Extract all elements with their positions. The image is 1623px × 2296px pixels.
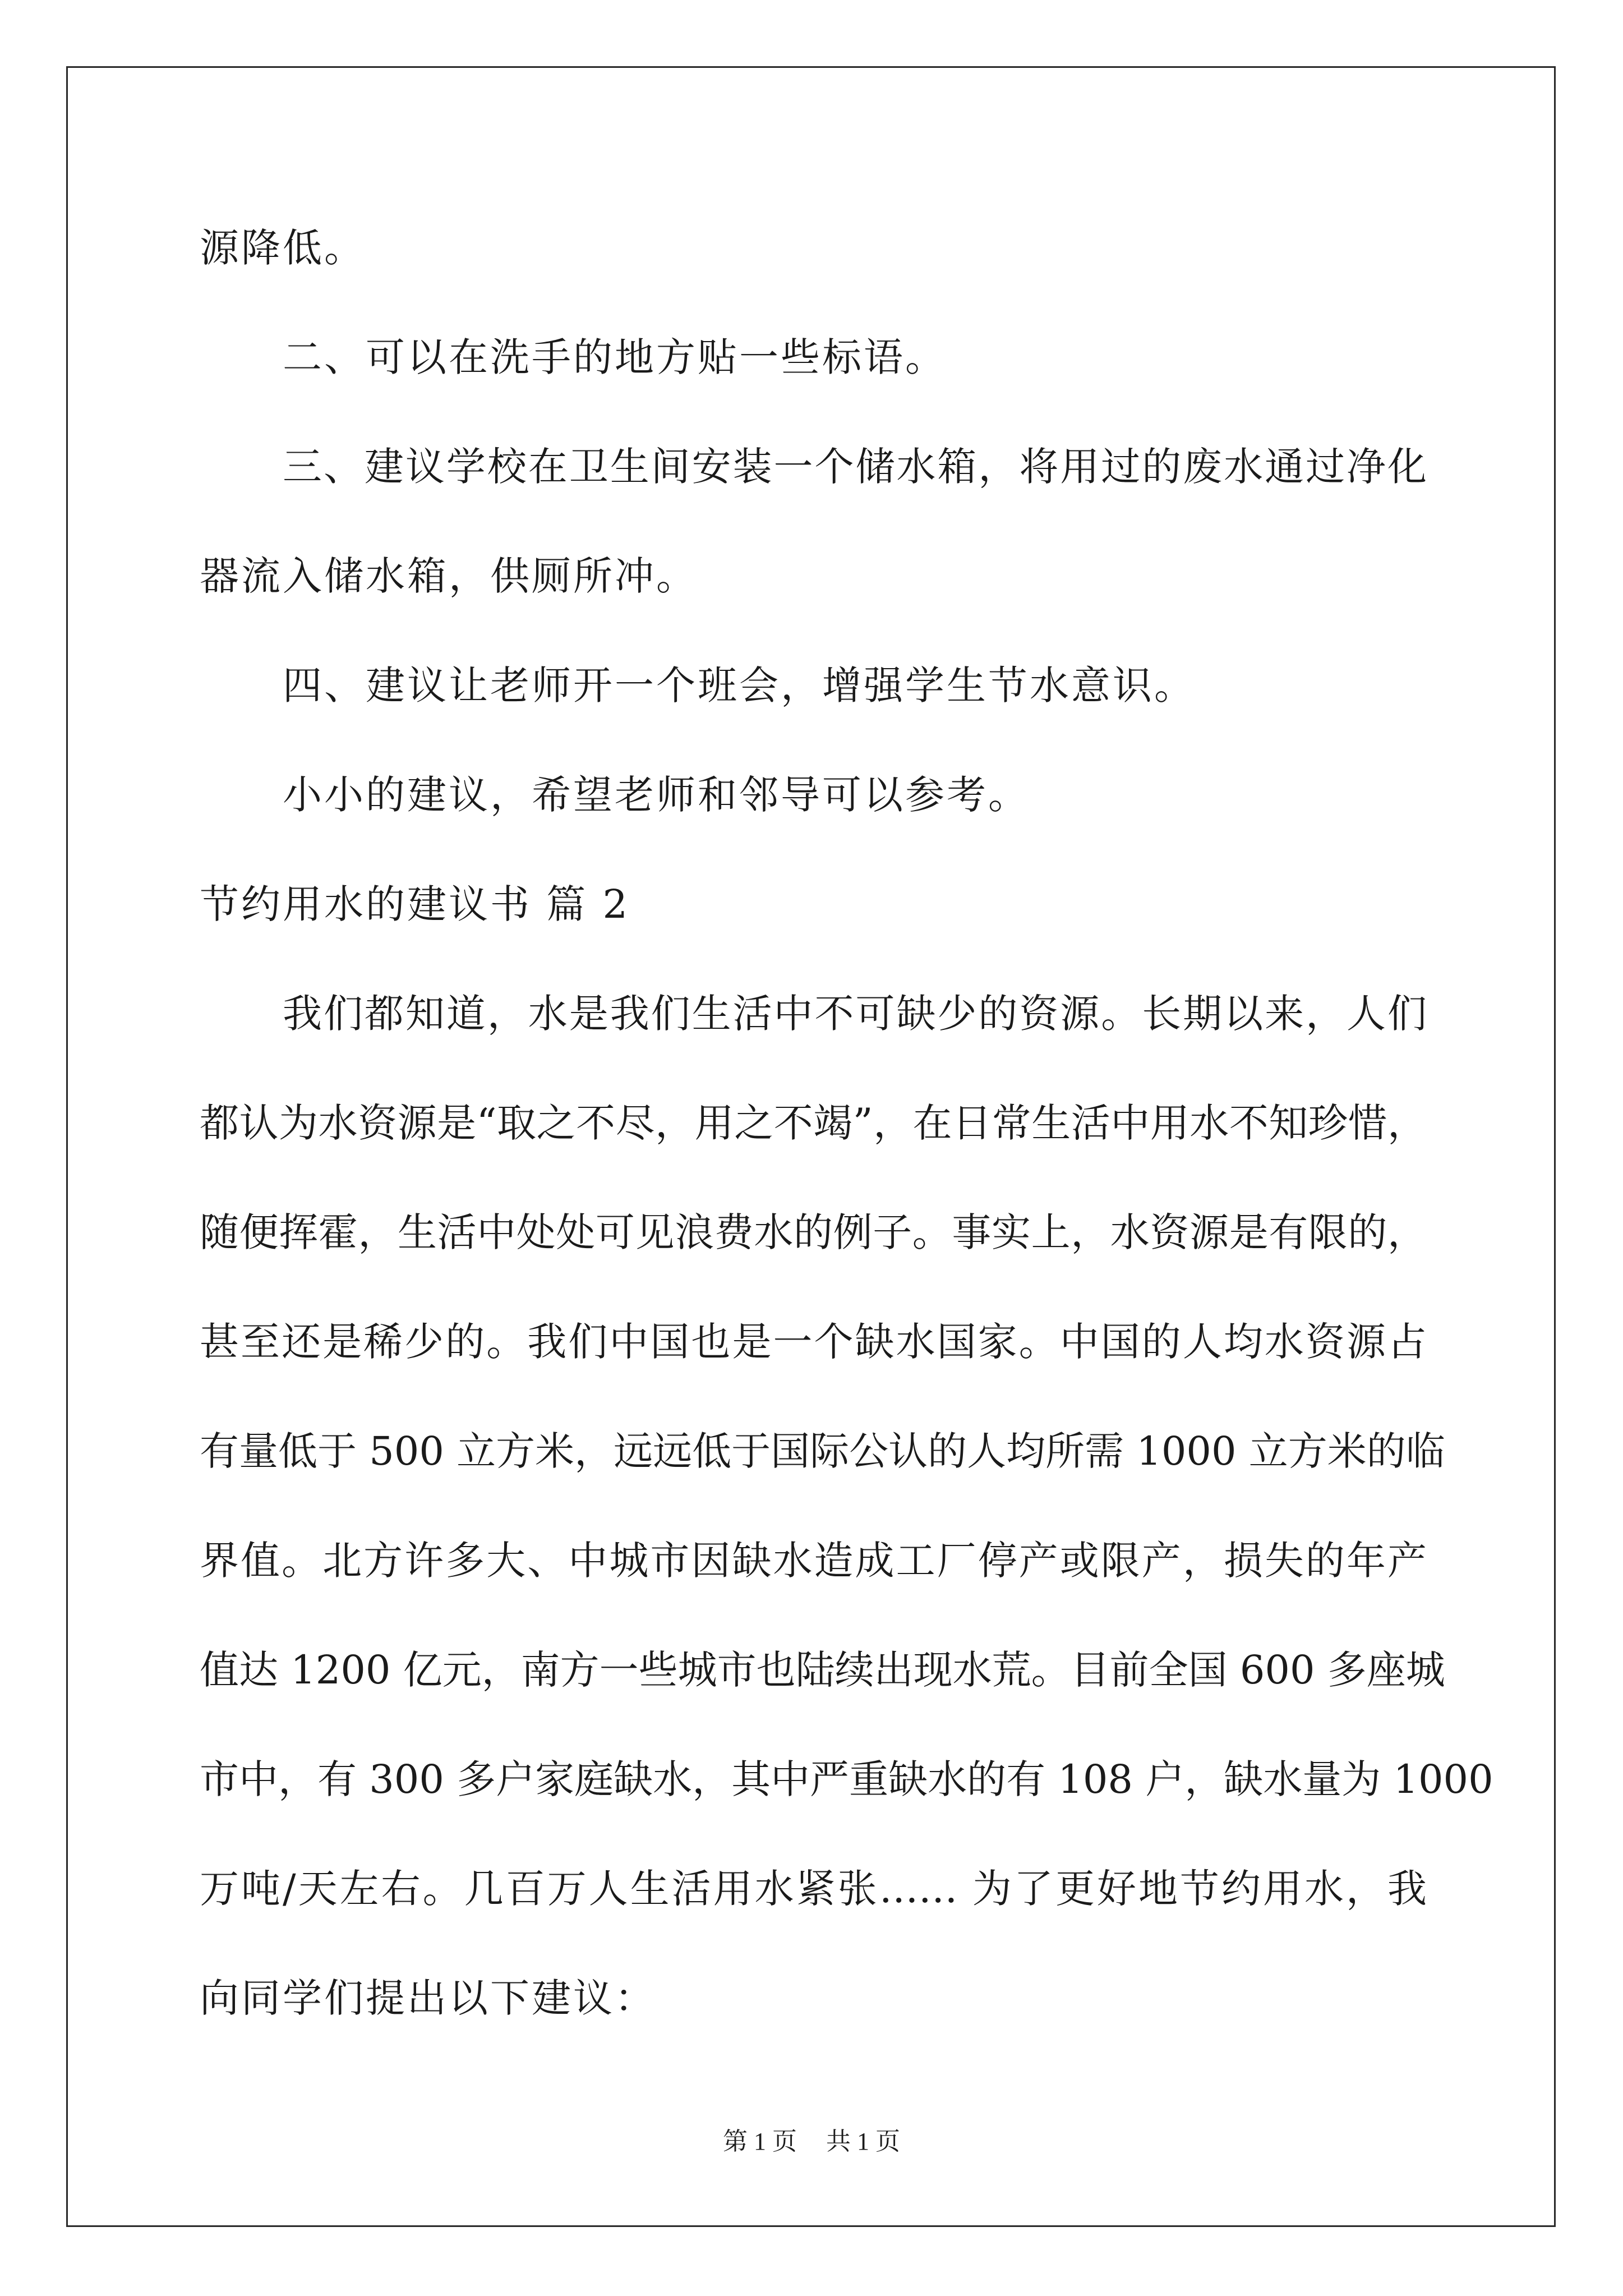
paragraph-line: 市中，有 300 多户家庭缺水，其中严重缺水的有 108 户，缺水量为 1000 [200, 1756, 1493, 1802]
paragraph-line: 都认为水资源是“取之不尽，用之不竭”，在日常生活中用水不知珍惜， [200, 1100, 1427, 1146]
closing-sentence: 小小的建议，希望老师和邻导可以参考。 [283, 772, 1030, 818]
list-item-4: 四、建议让老师开一个班会，增强学生节水意识。 [283, 662, 1196, 708]
paragraph-line: 我们都知道，水是我们生活中不可缺少的资源。长期以来，人们 [283, 991, 1427, 1037]
list-item-3-continued: 器流入储水箱，供厕所冲。 [200, 553, 698, 599]
page-footer [0, 2127, 1623, 2156]
page-total: 共 1 页 [826, 2128, 900, 2155]
section-heading: 节约用水的建议书 篇 2 [200, 881, 630, 927]
list-item-3: 三、建议学校在卫生间安装一个储水箱，将用过的废水通过净化 [283, 444, 1427, 490]
paragraph-line: 甚至还是稀少的。我们中国也是一个缺水国家。中国的人均水资源占 [200, 1319, 1427, 1365]
paragraph-line: 向同学们提出以下建议： [200, 1975, 656, 2021]
paragraph-line: 界值。北方许多大、中城市因缺水造成工厂停产或限产，损失的年产 [200, 1538, 1427, 1584]
paragraph-line: 值达 1200 亿元，南方一些城市也陆续出现水荒。目前全国 600 多座城 [200, 1647, 1445, 1693]
page-number: 第 1 页 [723, 2128, 797, 2155]
paragraph-line: 有量低于 500 立方米，远远低于国际公认的人均所需 1000 立方米的临 [200, 1428, 1445, 1474]
paragraph-line: 万吨/天左右。几百万人生活用水紧张…… 为了更好地节约用水，我 [200, 1866, 1427, 1912]
list-item-2: 二、可以在洗手的地方贴一些标语。 [283, 334, 947, 380]
paragraph-line: 源降低。 [200, 225, 366, 271]
paragraph-line: 随便挥霍，生活中处处可见浪费水的例子。事实上，水资源是有限的， [200, 1209, 1427, 1255]
